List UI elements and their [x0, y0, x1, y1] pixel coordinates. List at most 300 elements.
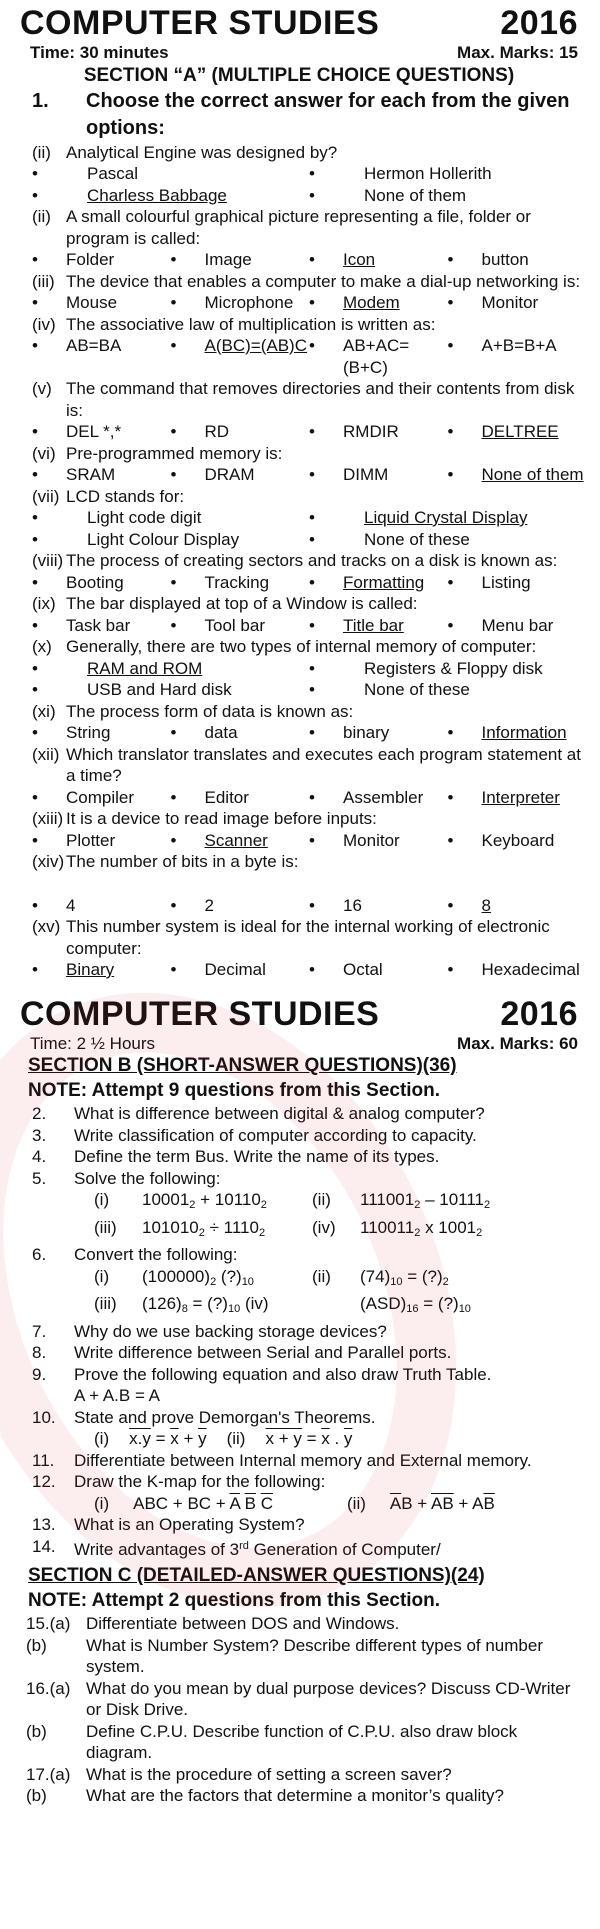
- mcq-option-text: Information: [481, 723, 567, 742]
- mcq-question: [12, 636, 586, 658]
- bullet-icon: •: [309, 723, 315, 742]
- section-c-question: [12, 1613, 586, 1635]
- section-c-question: [12, 1678, 586, 1721]
- mcq-option-text: A(BC)=(AB)C: [204, 336, 307, 355]
- section-c-number: 17.(a): [26, 1764, 71, 1784]
- mcq-options: [12, 658, 586, 680]
- question-5-parts: (i) $10001_2 + 10110_2$ (ii) $111001_2 - 10111_2$ (iii) $101010_2 \div 1110_2$ (iv) $110011_2$ x $1001_2$: [94, 1190, 491, 1239]
- bullet-icon: •: [170, 830, 177, 850]
- mcq-option-text: Microphone: [204, 293, 294, 312]
- bullet-icon: •: [447, 830, 454, 850]
- mcq-option: [32, 658, 309, 680]
- mcq-option: [309, 163, 586, 185]
- mcq-option-text: A+B=B+A: [481, 336, 557, 355]
- question-9: 9. Prove the following equation and also draw Truth Table. A + A.B = A: [32, 1364, 492, 1405]
- mcq-options: [12, 335, 586, 378]
- mcq-option: [171, 787, 310, 809]
- bullet-icon: •: [309, 960, 315, 979]
- mcq-option: [32, 895, 171, 917]
- mcq-option-text: Pascal: [87, 164, 139, 183]
- mcq-options: [12, 895, 586, 917]
- question-14: 14. Write advantages of 3rd Generation of Computer/: [32, 1536, 441, 1559]
- bullet-icon: •: [309, 529, 315, 549]
- bullet-icon: •: [32, 465, 38, 484]
- bullet-icon: •: [309, 422, 315, 441]
- mcq-text: Generally, there are two types of internal memory of computer:: [66, 637, 537, 656]
- mcq-option-text: 16: [343, 895, 362, 915]
- mcq-number: (x): [32, 637, 52, 656]
- mcq-option-text: Tracking: [204, 572, 270, 592]
- bullet-icon: •: [32, 185, 38, 205]
- mcq-option-text: DIMM: [343, 465, 389, 484]
- mcq-options: [12, 615, 586, 637]
- question-11: 11. Differentiate between Internal memory and External memory.: [32, 1450, 532, 1470]
- mcq-option-text: None of them: [481, 465, 584, 484]
- mcq-option: [448, 959, 587, 981]
- mcq-question: [12, 916, 586, 959]
- question-12-parts: (i) ABC + BC + $\overline{A}$ $\overline{B}$ $\overline{C}$ (ii) $\overline{A}B + \overline{A}\overline{B} + A\overline{B}$: [94, 1493, 495, 1513]
- mcq-option-text: DELTREE: [481, 422, 559, 441]
- mcq-text: The device that enables a computer to make a dial-up networking is:: [66, 271, 581, 291]
- mcq-option: [171, 335, 310, 378]
- bullet-icon: •: [309, 465, 315, 484]
- mcq-option: [309, 292, 448, 314]
- mcq-option: [448, 895, 587, 917]
- mcq-option: [309, 335, 448, 378]
- question-7: 7. Why do we use backing storage devices?: [32, 1321, 387, 1341]
- mcq-option-text: Monitor: [343, 830, 400, 850]
- mcq-option-text: Listing: [481, 572, 531, 592]
- mcq-option-text: AB=BA: [66, 336, 122, 355]
- mcq-option: [171, 464, 310, 486]
- bullet-icon: •: [170, 787, 177, 807]
- part-b-title-row: [12, 991, 586, 1033]
- question-6-parts: (i) $(100000)_2$ $(?)_{10}$ (ii) $(74)_{10}$ = $(?)_2$ (iii) $(126)_8$ = $(?)_{10}$ (iv) $(ASD)_{16}$ = $(?)_{10}$: [94, 1266, 471, 1315]
- bullet-icon: •: [309, 293, 315, 312]
- mcq-number: (ix): [32, 594, 56, 613]
- mcq-text: The process of creating sectors and tracks on a disk is known as:: [66, 551, 558, 570]
- mcq-text: Analytical Engine was designed by?: [66, 142, 338, 162]
- mcq-option-text: Monitor: [481, 293, 539, 312]
- mcq-option: [171, 292, 310, 314]
- mcq-option: [32, 421, 171, 443]
- mcq-option-text: DRAM: [204, 465, 255, 484]
- mcq-option-text: RAM and ROM: [87, 658, 203, 678]
- bullet-icon: •: [170, 723, 177, 742]
- section-b-heading: SECTION B (SHORT-ANSWER QUESTIONS)(36): [28, 1055, 457, 1076]
- mcq-option: [171, 895, 310, 917]
- mcq-option-text: Modem: [343, 293, 400, 312]
- mcq-options: [12, 830, 586, 852]
- mcq-question: [12, 378, 586, 421]
- bullet-icon: •: [32, 508, 38, 527]
- bullet-icon: •: [32, 723, 38, 742]
- mcq-text: Pre-programmed memory is:: [66, 443, 283, 463]
- mcq-option: [448, 249, 587, 271]
- mcq-option: [448, 722, 587, 744]
- mcq-option: [32, 249, 171, 271]
- mcq-option-text: Title bar: [343, 615, 404, 635]
- mcq-text: It is a device to read image before inputs:: [66, 809, 377, 828]
- part-b-meta: [12, 1033, 586, 1055]
- mcq-option: [309, 507, 586, 529]
- bullet-icon: •: [447, 250, 454, 269]
- mcq-option: [32, 292, 171, 314]
- section-c-number: (b): [26, 1635, 47, 1655]
- section-c-number: (b): [26, 1721, 47, 1741]
- mcq-option: [171, 249, 310, 271]
- bullet-icon: •: [447, 895, 454, 915]
- bullet-icon: •: [447, 960, 454, 979]
- mcq-option: [309, 249, 448, 271]
- mcq-option-text: 2: [204, 895, 214, 915]
- mcq-options: [12, 572, 586, 594]
- question-8: 8. Write difference between Serial and Parallel ports.: [32, 1343, 452, 1362]
- mcq-question: [12, 443, 586, 465]
- question-5: 5. Solve the following:: [32, 1168, 221, 1188]
- mcq-option-text: Booting: [66, 572, 124, 592]
- mcq-option: [32, 722, 171, 744]
- part-a-title: COMPUTER STUDIES: [20, 4, 380, 42]
- bullet-icon: •: [32, 422, 38, 441]
- mcq-option: [309, 679, 586, 701]
- mcq-question: [12, 593, 586, 615]
- question-1-number: 1.: [32, 89, 49, 112]
- mcq-option-text: RMDIR: [343, 422, 399, 441]
- mcq-option-text: None of them: [364, 185, 467, 205]
- mcq-option-text: Tool bar: [204, 615, 265, 635]
- bullet-icon: •: [170, 572, 177, 592]
- bullet-icon: •: [447, 293, 454, 312]
- mcq-number: (ii): [32, 207, 51, 226]
- mcq-option-text: 4: [66, 895, 76, 915]
- mcq-option-text: DEL *,*: [66, 422, 122, 441]
- part-b-marks: Max. Marks: 60: [457, 1033, 578, 1053]
- mcq-option-text: 8: [481, 895, 491, 915]
- mcq-text: The bar displayed at top of a Window is called:: [66, 594, 418, 613]
- mcq-option-text: Light Colour Display: [87, 529, 240, 549]
- mcq-text: LCD stands for:: [66, 486, 185, 506]
- section-c-question: [12, 1721, 586, 1764]
- bullet-icon: •: [309, 787, 315, 807]
- mcq-option: [32, 507, 309, 529]
- mcq-options: [12, 529, 586, 551]
- mcq-text: The process form of data is known as:: [66, 701, 354, 721]
- mcq-list: [12, 142, 586, 981]
- bullet-icon: •: [32, 615, 38, 635]
- mcq-options: [12, 421, 586, 443]
- question-2: 2. What is difference between digital & analog computer?: [32, 1104, 485, 1123]
- mcq-option-text: Keyboard: [481, 830, 555, 850]
- mcq-option: [448, 615, 587, 637]
- mcq-option: [309, 464, 448, 486]
- mcq-option-text: Hermon Hollerith: [364, 164, 492, 183]
- mcq-text: This number system is ideal for the internal working of electronic computer:: [66, 917, 550, 958]
- mcq-option: [448, 292, 587, 314]
- bullet-icon: •: [447, 422, 454, 441]
- question-12: 12. Draw the K-map for the following:: [32, 1472, 326, 1491]
- mcq-option-text: Plotter: [66, 830, 116, 850]
- mcq-question: [12, 744, 586, 787]
- mcq-number: (viii): [32, 551, 64, 570]
- mcq-option-text: Mouse: [66, 293, 118, 312]
- part-a-meta: [12, 42, 586, 64]
- mcq-option: [309, 722, 448, 744]
- mcq-option: [32, 679, 309, 701]
- mcq-option: [32, 787, 171, 809]
- mcq-option-text: Octal: [343, 960, 383, 979]
- mcq-question: [12, 206, 586, 249]
- mcq-option: [171, 572, 310, 594]
- section-c-question: [12, 1785, 586, 1807]
- mcq-option-text: Menu bar: [481, 615, 554, 635]
- mcq-number: (xiv): [32, 852, 65, 871]
- mcq-option-text: Registers & Floppy disk: [364, 658, 543, 678]
- mcq-option: [32, 335, 171, 378]
- mcq-option: [309, 185, 586, 207]
- mcq-option: [309, 787, 448, 809]
- bullet-icon: •: [309, 658, 315, 678]
- mcq-text: The command that removes directories and their contents from disk is:: [66, 379, 575, 420]
- bullet-icon: •: [32, 658, 38, 678]
- mcq-option: [309, 572, 448, 594]
- section-c-number: 16.(a): [26, 1678, 71, 1698]
- section-c-text: Differentiate between DOS and Windows.: [86, 1614, 400, 1633]
- mcq-option: [309, 529, 586, 551]
- mcq-option: [448, 572, 587, 594]
- bullet-icon: •: [32, 336, 38, 355]
- mcq-options: [12, 163, 586, 185]
- mcq-option: [32, 615, 171, 637]
- mcq-option-text: None of these: [364, 529, 470, 549]
- mcq-number: (iii): [32, 271, 55, 291]
- mcq-option-text: Interpreter: [481, 787, 560, 807]
- bullet-icon: •: [32, 250, 38, 269]
- mcq-options: [12, 787, 586, 809]
- section-c-question: [12, 1635, 586, 1678]
- mcq-number: (xv): [32, 917, 61, 936]
- section-c-text: Define C.P.U. Describe function of C.P.U. also draw block diagram.: [86, 1721, 518, 1762]
- section-c-number: 15.(a): [26, 1614, 71, 1633]
- mcq-option: [309, 615, 448, 637]
- mcq-option: [448, 787, 587, 809]
- mcq-option-text: Binary: [66, 960, 115, 979]
- mcq-option-text: None of these: [364, 680, 470, 699]
- mcq-option-text: Task bar: [66, 615, 131, 635]
- mcq-option: [309, 658, 586, 680]
- bullet-icon: •: [309, 615, 315, 635]
- mcq-options: [12, 292, 586, 314]
- mcq-number: (xii): [32, 744, 60, 764]
- section-c-text: What is Number System? Describe different types of number system.: [86, 1635, 543, 1676]
- section-b-note: NOTE: Attempt 9 questions from this Section.: [28, 1080, 441, 1101]
- mcq-option: [171, 615, 310, 637]
- mcq-options: [12, 679, 586, 701]
- section-c-heading: SECTION C (DETAILED-ANSWER QUESTIONS)(24): [28, 1565, 485, 1586]
- section-c-text: What are the factors that determine a monitor’s quality?: [86, 1786, 504, 1805]
- mcq-number: (xiii): [32, 809, 64, 828]
- mcq-option-text: button: [481, 250, 529, 269]
- bullet-icon: •: [309, 830, 315, 850]
- question-6: 6. Convert the following:: [32, 1245, 238, 1264]
- section-c-text: What do you mean by dual purpose devices? Discuss CD-Writer or Disk Drive.: [86, 1678, 571, 1719]
- bullet-icon: •: [447, 723, 454, 742]
- bullet-icon: •: [309, 508, 315, 527]
- bullet-icon: •: [447, 572, 454, 592]
- mcq-number: (xi): [32, 701, 56, 721]
- bullet-icon: •: [170, 465, 177, 484]
- question-3: 3. Write classification of computer according to capacity.: [32, 1125, 477, 1145]
- bullet-icon: •: [32, 572, 38, 592]
- question-10: 10. State and prove Demorgan's Theorems.: [32, 1407, 376, 1427]
- mcq-question: [12, 851, 586, 873]
- mcq-number: (ii): [32, 142, 51, 162]
- mcq-option: [309, 421, 448, 443]
- section-c-text: What is the procedure of setting a screen saver?: [86, 1764, 452, 1784]
- mcq-option: [309, 959, 448, 981]
- section-a-heading: SECTION “A” (MULTIPLE CHOICE QUESTIONS): [83, 64, 515, 86]
- mcq-options: [12, 959, 586, 981]
- section-c-note: NOTE: Attempt 2 questions from this Section.: [28, 1590, 441, 1611]
- bullet-icon: •: [309, 680, 315, 699]
- mcq-option: [32, 163, 309, 185]
- mcq-option-text: Assembler: [343, 787, 424, 807]
- mcq-option: [448, 464, 587, 486]
- mcq-option: [171, 959, 310, 981]
- mcq-option: [32, 464, 171, 486]
- mcq-question: [12, 314, 586, 336]
- bullet-icon: •: [170, 615, 177, 635]
- mcq-options: [12, 249, 586, 271]
- bullet-icon: •: [32, 960, 38, 979]
- question-10-parts: (i) $x.y = \overline{x} + \overline{y}$ (ii) $x + y = \overline{x}$ . $\overline{y}$: [94, 1429, 353, 1448]
- bullet-icon: •: [32, 895, 38, 915]
- section-c-question: [12, 1764, 586, 1786]
- mcq-option-text: RD: [204, 422, 230, 441]
- mcq-text: The number of bits in a byte is:: [66, 852, 299, 871]
- mcq-option: [448, 830, 587, 852]
- bullet-icon: •: [170, 336, 177, 355]
- bullet-icon: •: [309, 250, 315, 269]
- mcq-option-text: Editor: [204, 787, 249, 807]
- question-4: 4. Define the term Bus. Write the name of its types.: [32, 1147, 440, 1166]
- mcq-option: [309, 830, 448, 852]
- mcq-question: [12, 142, 586, 164]
- section-c-number: (b): [26, 1786, 47, 1805]
- question-13: 13. What is an Operating System?: [32, 1515, 305, 1534]
- mcq-text: Which translator translates and executes each program statement at a time?: [66, 744, 581, 785]
- mcq-question: [12, 808, 586, 830]
- mcq-option: [32, 959, 171, 981]
- bullet-icon: •: [309, 895, 315, 915]
- bullet-icon: •: [447, 615, 454, 635]
- question-1-text: Choose the correct answer for each from the given options:: [86, 89, 570, 139]
- mcq-text: A small colourful graphical picture representing a file, folder or program is called:: [66, 207, 531, 248]
- mcq-option-text: Charless Babbage: [87, 185, 227, 205]
- mcq-option-text: Light code digit: [87, 508, 202, 527]
- bullet-icon: •: [32, 164, 38, 183]
- mcq-question: [12, 271, 586, 293]
- mcq-option-text: Folder: [66, 250, 115, 269]
- bullet-icon: •: [170, 895, 177, 915]
- mcq-option-text: AB+AC=(B+C): [343, 336, 410, 377]
- part-b-time: Time: 2 ½ Hours: [30, 1033, 156, 1053]
- mcq-option-text: data: [204, 723, 238, 742]
- mcq-options: [12, 507, 586, 529]
- bullet-icon: •: [32, 529, 38, 549]
- mcq-option-text: Formatting: [343, 572, 425, 592]
- part-a-year: 2016: [500, 4, 578, 42]
- bullet-icon: •: [170, 960, 177, 979]
- mcq-number: (vii): [32, 486, 60, 506]
- mcq-option: [32, 572, 171, 594]
- bullet-icon: •: [309, 185, 315, 205]
- part-a-marks: Max. Marks: 15: [457, 43, 578, 62]
- mcq-options: [12, 185, 586, 207]
- mcq-question: [12, 550, 586, 572]
- mcq-option: [171, 722, 310, 744]
- mcq-option-text: Liquid Crystal Display: [364, 508, 528, 527]
- bullet-icon: •: [32, 787, 38, 807]
- mcq-option: [309, 895, 448, 917]
- mcq-option-text: Icon: [343, 250, 376, 269]
- mcq-number: (iv): [32, 314, 56, 334]
- mcq-option-text: String: [66, 723, 111, 742]
- mcq-option: [171, 830, 310, 852]
- bullet-icon: •: [32, 830, 38, 850]
- bullet-icon: •: [447, 787, 454, 807]
- mcq-question: [12, 701, 586, 723]
- mcq-option-text: binary: [343, 723, 390, 742]
- mcq-option: [32, 529, 309, 551]
- bullet-icon: •: [447, 465, 454, 484]
- mcq-text: The associative law of multiplication is written as:: [66, 314, 436, 334]
- mcq-number: (vi): [32, 443, 56, 463]
- mcq-option-text: Scanner: [204, 830, 268, 850]
- bullet-icon: •: [170, 250, 177, 269]
- mcq-option-text: SRAM: [66, 465, 116, 484]
- mcq-option: [448, 421, 587, 443]
- bullet-icon: •: [32, 680, 38, 699]
- mcq-option-text: Compiler: [66, 787, 135, 807]
- mcq-option: [448, 335, 587, 378]
- bullet-icon: •: [170, 293, 177, 312]
- mcq-option-text: USB and Hard disk: [87, 680, 232, 699]
- part-a-title-row: [12, 0, 586, 42]
- mcq-option: [32, 185, 309, 207]
- mcq-option: [171, 421, 310, 443]
- question-1: [12, 88, 586, 142]
- mcq-option-text: Decimal: [204, 960, 266, 979]
- part-b-year: 2016: [500, 994, 578, 1033]
- section-c-list: [12, 1613, 586, 1807]
- mcq-option: [32, 830, 171, 852]
- mcq-number: (v): [32, 379, 52, 398]
- bullet-icon: •: [309, 572, 315, 592]
- mcq-options: [12, 722, 586, 744]
- bullet-icon: •: [32, 293, 38, 312]
- part-a-time: Time: 30 minutes: [30, 43, 169, 62]
- bullet-icon: •: [309, 164, 315, 183]
- mcq-options: [12, 464, 586, 486]
- bullet-icon: •: [309, 336, 315, 355]
- bullet-icon: •: [170, 422, 177, 441]
- mcq-option-text: Hexadecimal: [481, 960, 580, 979]
- part-b-title: COMPUTER STUDIES: [20, 994, 380, 1033]
- bullet-icon: •: [447, 336, 454, 355]
- mcq-option-text: Image: [204, 250, 252, 269]
- mcq-question: [12, 486, 586, 508]
